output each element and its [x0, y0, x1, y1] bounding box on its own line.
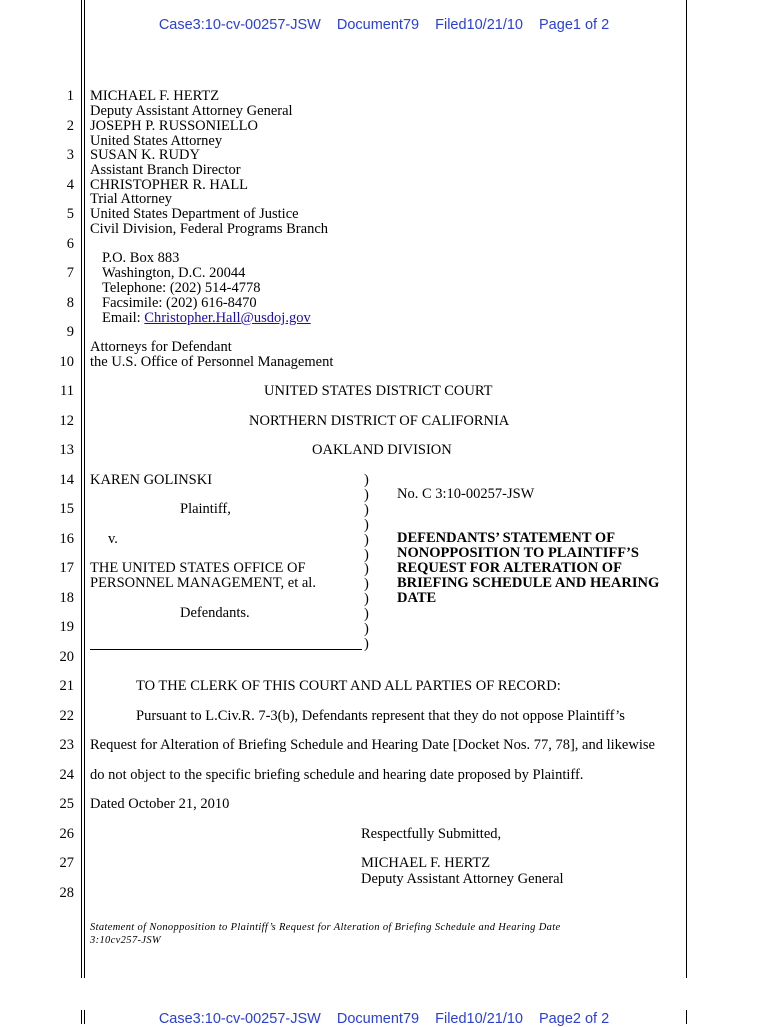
city-zip: Washington, D.C. 20044	[102, 265, 246, 281]
document-title-line: REQUEST FOR ALTERATION OF	[397, 560, 622, 576]
defendant-label: Defendants.	[180, 605, 250, 621]
document-number-link[interactable]: Document79	[336, 1011, 420, 1027]
counsel-line: Assistant Branch Director	[90, 162, 241, 178]
document-title-line: BRIEFING SCHEDULE AND HEARING	[397, 575, 660, 591]
defendant-name-line: PERSONNEL MANAGEMENT, et al.	[90, 575, 316, 591]
court-name: UNITED STATES DISTRICT COURT	[264, 383, 493, 399]
case-number-link[interactable]: Case3:10-cv-00257-JSW	[158, 1011, 321, 1027]
court-district: NORTHERN DISTRICT OF CALIFORNIA	[249, 413, 510, 429]
ecf-header	[0, 18, 768, 33]
line-number: 13	[59, 442, 74, 458]
caption-underline	[90, 649, 362, 650]
line-number: 28	[59, 885, 74, 901]
body-line: do not object to the specific briefing schedule and hearing date proposed by Plaintiff.	[90, 767, 584, 783]
line-number: 6	[66, 236, 74, 252]
line-number: 27	[59, 855, 74, 871]
line-number: 12	[59, 413, 74, 429]
line-number: 10	[59, 354, 74, 370]
case-number: No. C 3:10-00257-JSW	[397, 486, 535, 502]
line-number: 17	[59, 560, 74, 576]
line-number: 14	[59, 472, 74, 488]
counsel-line: JOSEPH P. RUSSONIELLO	[90, 118, 258, 134]
document-title-line: NONOPPOSITION TO PLAINTIFF’S	[397, 545, 639, 561]
line-number: 23	[59, 737, 74, 753]
case-number-link[interactable]: Case3:10-cv-00257-JSW	[158, 17, 321, 33]
caption-parentheses: ) ) ) ) ) ) ) ) ) ) ) )	[364, 472, 369, 652]
attorneys-for-line: Attorneys for Defendant	[90, 339, 232, 355]
footer-case: 3:10cv257-JSW	[90, 935, 162, 946]
document-title-line: DEFENDANTS’ STATEMENT OF	[397, 530, 616, 546]
counsel-line: CHRISTOPHER R. HALL	[90, 177, 249, 193]
closing: Respectfully Submitted,	[361, 826, 502, 842]
line-number: 15	[59, 501, 74, 517]
signer-title: Deputy Assistant Attorney General	[361, 871, 564, 887]
line-number: 21	[59, 678, 74, 694]
line-number: 4	[66, 177, 74, 193]
line-number: 26	[59, 826, 74, 842]
page-indicator: Page1 of 2	[539, 17, 610, 33]
po-box: P.O. Box 883	[102, 250, 180, 266]
right-margin-rule	[686, 0, 687, 978]
body-line: Request for Alteration of Briefing Schedule and Hearing Date [Docket Nos. 77, 78], and likewise	[90, 737, 655, 753]
counsel-line: MICHAEL F. HERTZ	[90, 88, 220, 104]
line-number: 2	[66, 118, 74, 134]
line-number: 24	[59, 767, 74, 783]
line-number: 20	[59, 649, 74, 665]
footer-title: Statement of Nonopposition to Plaintiff’s Request for Alteration of Briefing Schedule and Hearing Date	[90, 922, 561, 933]
document-title-line: DATE	[397, 590, 437, 606]
counsel-line: Deputy Assistant Attorney General	[90, 103, 293, 119]
line-number: 5	[66, 206, 74, 222]
signer-name: MICHAEL F. HERTZ	[361, 855, 491, 871]
line-number: 22	[59, 708, 74, 724]
page-separator	[0, 978, 768, 1002]
facsimile: Facsimile: (202) 616-8470	[102, 295, 257, 311]
email-link[interactable]: Christopher.Hall@usdoj.gov	[144, 310, 311, 326]
line-number: 3	[66, 147, 74, 163]
dated-line: Dated October 21, 2010	[90, 796, 230, 812]
filed-date: Filed10/21/10	[435, 17, 523, 33]
line-number: 1	[66, 88, 74, 104]
email-label: Email:	[102, 310, 145, 326]
line-number: 16	[59, 531, 74, 547]
telephone: Telephone: (202) 514-4778	[102, 280, 261, 296]
counsel-line: SUSAN K. RUDY	[90, 147, 200, 163]
body-line: Pursuant to L.Civ.R. 7-3(b), Defendants represent that they do not oppose Plaintiff’s	[136, 708, 625, 724]
line-number: 9	[66, 324, 74, 340]
plaintiff-label: Plaintiff,	[180, 501, 231, 517]
salutation: TO THE CLERK OF THIS COURT AND ALL PARTIES OF RECORD:	[136, 678, 561, 694]
line-number: 25	[59, 796, 74, 812]
line-number: 7	[66, 265, 74, 281]
plaintiff-name: KAREN GOLINSKI	[90, 472, 213, 488]
line-number: 18	[59, 590, 74, 606]
counsel-line: Trial Attorney	[90, 191, 173, 207]
defendant-name-line: THE UNITED STATES OFFICE OF	[90, 560, 306, 576]
attorneys-for-line: the U.S. Office of Personnel Management	[90, 354, 334, 370]
counsel-line: Civil Division, Federal Programs Branch	[90, 221, 329, 237]
versus: v.	[108, 531, 118, 547]
filed-date: Filed10/21/10	[435, 1011, 523, 1027]
left-margin-rule-inner	[84, 0, 85, 978]
email-line	[102, 311, 311, 326]
ecf-header-page2	[0, 1012, 768, 1027]
line-number: 11	[60, 383, 74, 399]
page-indicator: Page2 of 2	[539, 1011, 610, 1027]
counsel-line: United States Department of Justice	[90, 206, 299, 222]
line-number: 19	[59, 619, 74, 635]
line-number: 8	[66, 295, 74, 311]
counsel-line: United States Attorney	[90, 133, 223, 149]
left-margin-rule-outer	[81, 0, 82, 978]
court-division: OAKLAND DIVISION	[312, 442, 452, 458]
page-footer	[90, 921, 561, 947]
document-number-link[interactable]: Document79	[336, 17, 420, 33]
